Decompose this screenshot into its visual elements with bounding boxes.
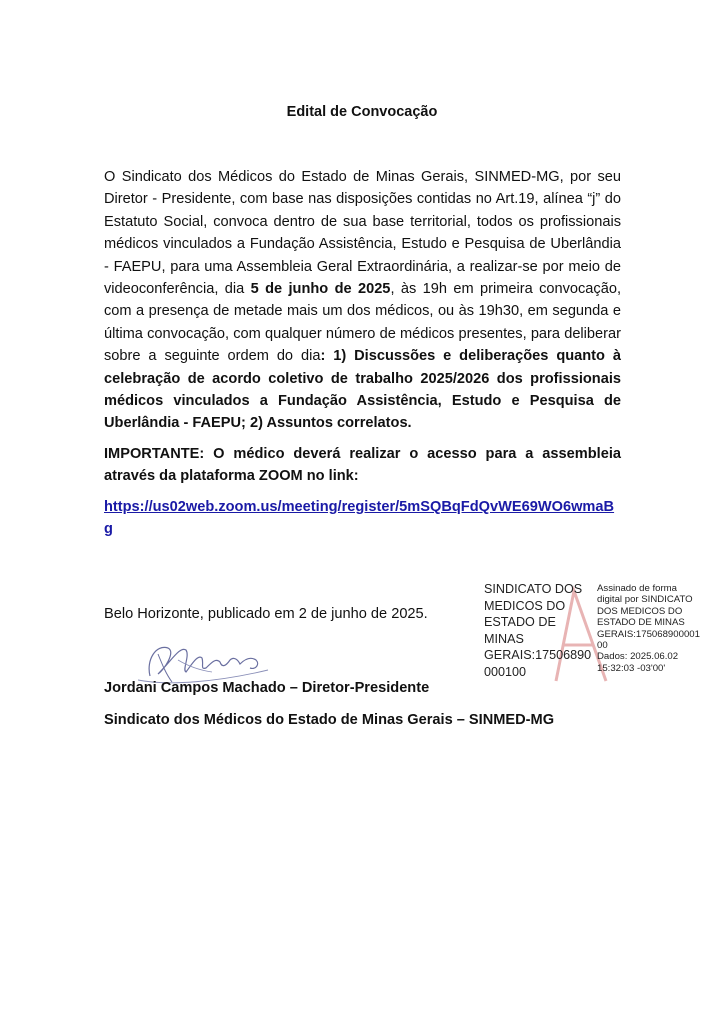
agenda-text: : 1) Discussões e deliberações quanto à celebração de acordo coletivo de trabalho 2025/2026 dos profissionais médicos vinculados a Fundação Assistência, Estudo e Pesquisa de Uberlândia - FAEPU; 2) Assuntos correlatos. (104, 348, 621, 432)
signature-holder-line: 000100 (484, 664, 527, 679)
signature-holder-line: MEDICOS DO (484, 598, 566, 613)
signature-detail-line: 00 (597, 640, 608, 652)
meeting-date: 5 de junho de 2025 (250, 281, 391, 298)
link-paragraph (104, 496, 621, 541)
signature-holder-line: MINAS (484, 631, 524, 646)
signature-detail-line: GERAIS:175068900001 (597, 628, 700, 640)
signature-detail-line: Assinado de forma (597, 583, 677, 594)
important-text: IMPORTANTE: O médico deverá realizar o acesso para a assembleia através da plataforma ZOOM no link: (104, 445, 621, 485)
paragraph-text-2: , às 19h em primeira convocação, com a presença de metade mais um dos médicos, ou às 19h30, em segunda e última convocação, com qualquer número de médicos presentes, para deliberar sobre a seguinte ordem do dia (104, 281, 622, 365)
signature-detail-line: DOS MEDICOS DO (597, 605, 683, 617)
zoom-link[interactable]: https://us02web.zoom.us/meeting/register/5mSQBqFdQvWE69WO6wmaBg (104, 498, 615, 538)
signature-detail-line: 15:32:03 -03'00' (597, 662, 666, 674)
signature-holder (484, 581, 596, 681)
paragraph-text-1: O Sindicato dos Médicos do Estado de Minas Gerais, SINMED-MG, por seu Diretor - Presidente, com base nas disposições contidas no Art.19, alínea “j” do Estatuto Social, convoca dentro de sua base territorial, todos os profissionais médicos vinculados a Fundação Assistência, Estudo e Pesquisa de Uberlândia - FAEPU, para uma Assembleia Geral Extraordinária, a realizar-se por meio de videoconferência, dia (104, 169, 621, 298)
document-title: Edital de Convocação (286, 104, 438, 120)
organization-name: Sindicato dos Médicos do Estado de Minas Gerais – SINMED-MG (104, 712, 555, 728)
signer-name: Jordani Campos Machado – Diretor-Presidente (104, 680, 430, 696)
important-notice (104, 443, 621, 488)
signature-detail-line: digital por SINDICATO (597, 594, 693, 606)
place-date: Belo Horizonte, publicado em 2 de junho de 2025. (104, 606, 428, 622)
digital-signature-stamp (484, 581, 714, 691)
document-body (104, 166, 621, 541)
signature-holder-line: ESTADO DE (484, 615, 556, 630)
convocation-paragraph (104, 166, 621, 435)
signature-holder-line: GERAIS:17506890 (484, 648, 592, 663)
signature-detail-line: ESTADO DE MINAS (597, 617, 685, 629)
signature-holder-line: SINDICATO DOS (484, 582, 583, 596)
signature-details (597, 583, 715, 674)
signature-detail-line: Dados: 2025.06.02 (597, 651, 679, 663)
